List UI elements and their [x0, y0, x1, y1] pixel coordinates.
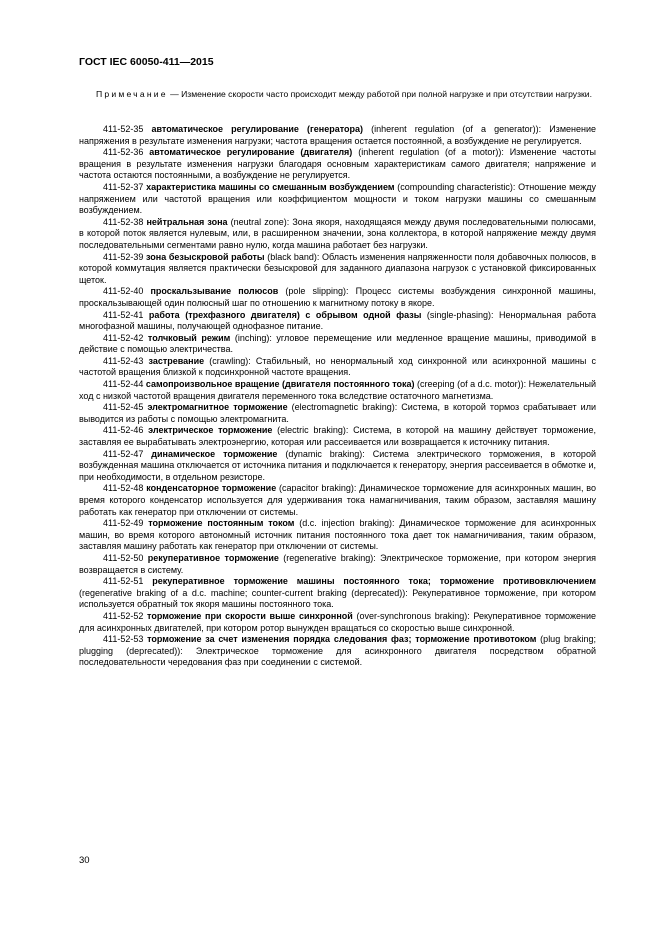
entry-term: нейтральная зона [146, 216, 228, 227]
entry-definition: (creeping (of a d.c. motor)): Нежелательный ход с низкой частотой вращения двигателя переменного тока вследствие остаточного магнетизма. [79, 379, 596, 401]
entry-term: торможение за счет изменения порядка следования фаз; торможение противотоком [147, 634, 537, 645]
entry-term: характеристика машины со смешанным возбуждением [146, 181, 395, 192]
entry-definition: (over-synchronous braking): Рекуперативное торможение для асинхронных двигателей, при котором ротор вынужден вращаться со скоростью выше синхронной. [79, 610, 596, 633]
entry-number: 411-52-51 [103, 576, 144, 587]
entry-term: динамическое торможение [151, 448, 278, 459]
entry-number: 411-52-50 [103, 552, 144, 563]
entry-term: проскальзывание полюсов [150, 286, 279, 297]
entry-term: рекуперативное торможение машины постоянного тока; торможение противовключением [152, 576, 596, 587]
entry-term: работа (трехфазного двигателя) с обрывом одной фазы [148, 309, 422, 320]
entry-term: самопроизвольное вращение (двигателя постоянного тока) [145, 379, 415, 390]
definition-entry [79, 553, 596, 576]
definition-entry [79, 483, 596, 518]
note-text: — Изменение скорости часто происходит между работой при полной нагрузке и при отсутствии нагрузки. [170, 89, 592, 99]
definition-entry [79, 124, 596, 147]
entry-definition: (regenerative braking): Электрическое торможение, при котором энергия возвращается в систему. [79, 552, 596, 575]
entry-definition: (neutral zone): Зона якоря, находящаяся между двумя последовательными полюсами, в которой поток является нулевым, или, в расширенном значении, зона коллектора, в которой напряжение между двумя последовательными сегментами равно нулю, когда машина работает без нагрузки. [79, 216, 596, 250]
definition-entry [79, 402, 596, 425]
definition-entry [79, 379, 596, 402]
entry-number: 411-52-36 [103, 147, 144, 158]
note-paragraph [79, 89, 596, 100]
entry-definition: (pole slipping): Процесс системы возбуждения синхронной машины, проскальзывающей один полюсный шаг по отношению к магнитному потоку в якоре. [79, 286, 596, 308]
entry-number: 411-52-52 [103, 610, 144, 621]
definition-entry [79, 252, 596, 287]
entry-definition: (plug braking; plugging (deprecated)): Электрическое торможение для асинхронного двигателя посредством обратной последовательности чередования фаз при соединении с системой. [79, 634, 596, 668]
entry-term: торможение постоянным током [148, 518, 295, 529]
definition-entry [79, 217, 596, 252]
entry-definition: (inching): угловое перемещение или медленное вращение машины, приводимой в действие с помощью электричества. [79, 332, 596, 355]
entry-number: 411-52-46 [103, 425, 144, 436]
page-number: 30 [79, 855, 90, 866]
entry-term: конденсаторное торможение [146, 483, 277, 494]
entry-definition: (electric braking): Система, в которой на машину действует торможение, заставляя ее вырабатывать электроэнергию, которая или рассеивается или возвращается к источнику питания. [79, 425, 596, 448]
entry-definition: (capacitor braking): Динамическое торможение для асинхронных машин, во время которого конденсатор используется для удерживания тока намагничивания, таким образом, заставляя машину работать как генератор при отключении от системы. [79, 483, 596, 517]
definitions-list [79, 124, 596, 669]
definition-entry [79, 425, 596, 448]
entry-definition: (black band): Область изменения напряженности поля добавочных полюсов, в которой коммутация является практически безыскровой для заданного диапазона нагрузок с установкой фиксированных щеток. [79, 251, 597, 285]
entry-definition: (compounding characteristic): Отношение между напряжением или частотой вращения или коэффициентом мощности и током нагрузки машины со смешанным возбуждением. [79, 181, 596, 216]
document-header: ГОСТ IEC 60050-411—2015 [79, 56, 214, 68]
entry-number: 411-52-49 [103, 518, 144, 529]
entry-number: 411-52-42 [103, 332, 144, 343]
entry-number: 411-52-40 [103, 286, 144, 297]
entry-number: 411-52-47 [103, 448, 144, 459]
entry-number: 411-52-38 [103, 216, 144, 227]
entry-number: 411-52-48 [103, 483, 144, 494]
entry-definition: (crawling): Стабильный, но ненормальный ход синхронной или асинхронной машины с частотой вращения близкой к подсинхронной частоте вращения. [79, 355, 596, 378]
entry-number: 411-52-39 [103, 251, 144, 262]
definition-entry [79, 286, 596, 309]
entry-number: 411-52-43 [103, 355, 144, 366]
entry-definition: (regenerative braking of a d.c. machine; counter-current braking (deprecated)): Рекуперативное торможение, при котором используется обратный ток якоря машины постоянного тока. [79, 587, 596, 610]
entry-definition: (d.c. injection braking): Динамическое торможение для асинхронных машин, во время которого автономный источник питания постоянного тока дает ток намагничивания, таким образом, заставляя машину работать как генератор при отключении от системы. [79, 518, 596, 552]
entry-definition: (inherent regulation (of a generator)): Изменение напряжения в результате изменения нагрузки; частота вращения остается постоянной, а возбуждение не регулируется. [79, 124, 596, 146]
entry-number: 411-52-53 [103, 634, 144, 645]
entry-number: 411-52-35 [103, 124, 144, 134]
entry-term: электрическое торможение [148, 425, 273, 436]
entry-term: застревание [148, 355, 205, 366]
definition-entry [79, 634, 596, 669]
entry-definition: (inherent regulation (of a motor)): Изменение частоты вращения в результате изменения нагрузки благодаря основным характеристикам самого двигателя; напряжение и частота остаются постоянными, а возбуждение не регулируется. [79, 147, 596, 181]
entry-term: торможение при скорости выше синхронной [147, 610, 353, 621]
entry-term: автоматическое регулирование (двигателя) [149, 147, 353, 158]
entry-number: 411-52-45 [103, 402, 144, 413]
definition-entry [79, 576, 596, 611]
definition-entry [79, 356, 596, 379]
entry-definition: (electromagnetic braking): Система, в которой тормоз срабатывает или выводится из работы с помощью электромагнита. [79, 402, 596, 424]
entry-definition: (dynamic braking): Система электрического торможения, в которой возбужденная машина отключается от источника питания и подключается к генератору, энергия рассеивается в обмотке и, при необходимости, в отдельном резисторе. [79, 448, 596, 482]
entry-number: 411-52-41 [103, 309, 144, 320]
definition-entry [79, 182, 596, 217]
entry-term: толчковый режим [147, 332, 231, 343]
entry-term: автоматическое регулирование (генератора) [151, 124, 364, 134]
entry-number: 411-52-44 [103, 379, 144, 390]
definition-entry [79, 310, 596, 333]
entry-term: рекуперативное торможение [147, 552, 279, 563]
definition-entry [79, 333, 596, 356]
note-label: Примечание [96, 89, 168, 99]
definition-entry [79, 518, 596, 553]
entry-number: 411-52-37 [103, 181, 144, 192]
definition-entry [79, 449, 596, 484]
entry-definition: (single-phasing): Ненормальная работа многофазной машины, получающей однофазное питание. [79, 309, 596, 332]
entry-term: зона безыскровой работы [146, 251, 265, 262]
definition-entry [79, 611, 596, 634]
definition-entry [79, 147, 596, 182]
entry-term: электромагнитное торможение [147, 402, 288, 413]
